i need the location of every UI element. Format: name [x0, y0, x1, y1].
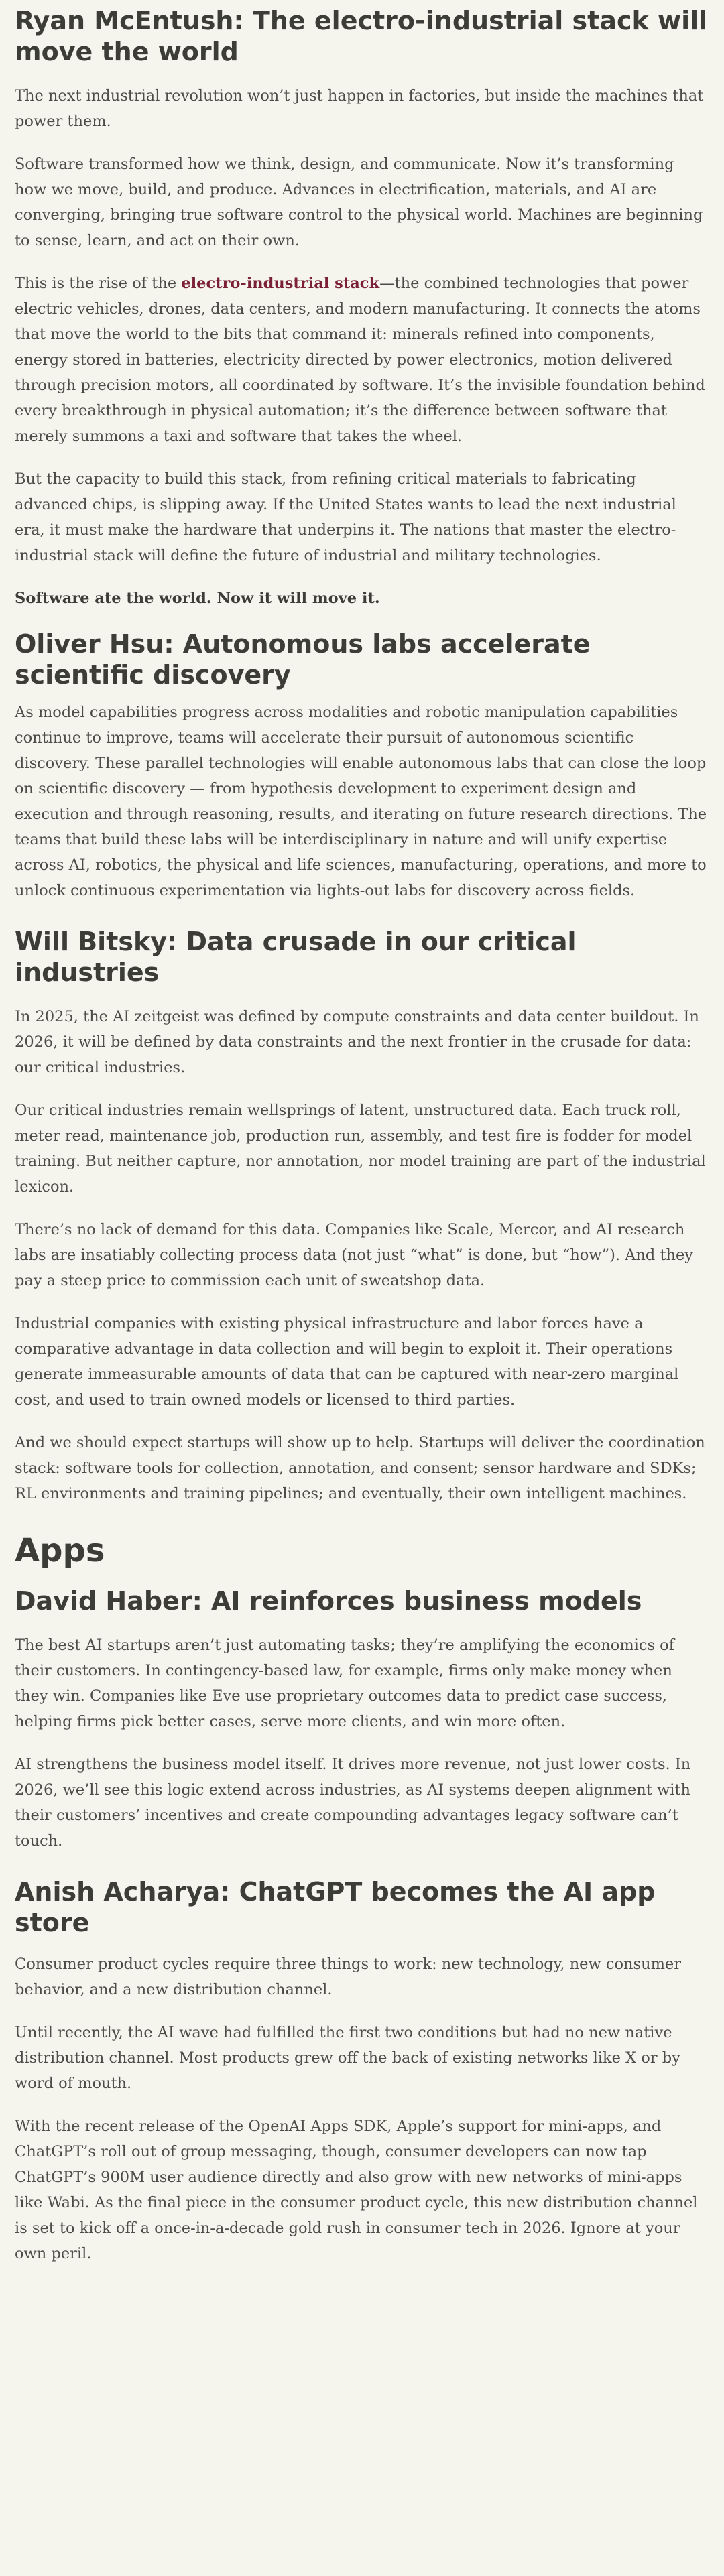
bold-statement: Software ate the world. Now it will move it. [15, 590, 380, 607]
paragraph: Software transformed how we think, design, and communicate. Now it’s transforming how we move, build, and produce. Advances in electrification, materials, and AI are converging, bringing true software control to the physical world. Machines are beginning to sense, learn, and act on their own. [15, 155, 703, 249]
paragraph: The next industrial revolution won’t just happen in factories, but inside the machines that power them. [15, 87, 704, 130]
paragraph [15, 271, 709, 449]
paragraph: But the capacity to build this stack, from refining critical materials to fabricating advanced chips, is slipping away. If the United States wants to lead the next industrial era, it must make the hardware that underpins it. The nations that master the electro-industrial stack will define the future of industrial and military technologies. [15, 470, 676, 564]
article-body [0, 5, 724, 2266]
section-heading-haber: David Haber: AI reinforces business models [15, 1586, 642, 1616]
category-heading-apps: Apps [15, 1532, 105, 1569]
paragraph: In 2025, the AI zeitgeist was defined by compute constraints and data center buildout. In 2026, it will be defined by data constraints and the next frontier in the crusade for data: our critical industries. [15, 1008, 699, 1076]
paragraph: The best AI startups aren’t just automating tasks; they’re amplifying the economics of their customers. In contingency-based law, for example, firms only make money when they win. Companies like Eve use proprietary outcomes data to predict case success, helping firms pick better cases, serve more clients, and win more often. [15, 1636, 675, 1730]
paragraph: With the recent release of the OpenAI Apps SDK, Apple’s support for mini-apps, and ChatGPT’s roll out of group messaging, though, consumer developers can now tap ChatGPT’s 900M user audience directly and also grow with new networks of mini-apps like Wabi. As the final piece in the consumer product cycle, this new distribution channel is set to kick off a once-in-a-decade gold rush in consumer tech in 2026. Ignore at your own peril. [15, 2118, 698, 2262]
section-heading-bitsky: Will Bitsky: Data crusade in our critical industries [15, 927, 577, 987]
paragraph: As model capabilities progress across modalities and robotic manipulation capabilities continue to improve, teams will accelerate their pursuit of autonomous scientific discovery. These parallel technologies will enable autonomous labs that can close the loop on scientific discovery — from hypothesis development to experiment design and execution and through reasoning, results, and iterating on future research directions. The teams that build these labs will be interdisciplinary in nature and will unify expertise across AI, robotics, the physical and life sciences, manufacturing, operations, and more to unlock continuous experimentation via lights-out labs for discovery across fields. [15, 704, 707, 899]
paragraph: And we should expect startups will show up to help. Startups will deliver the coordination stack: software tools for collection, annotation, and consent; sensor hardware and SDKs; RL environments and training pipelines; and eventually, their own intelligent machines. [15, 1434, 705, 1502]
text: —the combined technologies that power electric vehicles, drones, data centers, and modern manufacturing. It connects the atoms that move the world to the bits that command it: minerals refined into components, energy stored in batteries, electricity directed by power electronics, motion delivered through precision motors, all coordinated by software. It’s the invisible foundation behind every breakthrough in physical automation; it’s the difference between software that merely summons a taxi and software that takes the wheel. [15, 275, 705, 445]
electro-industrial-stack-link[interactable]: electro-industrial stack [181, 275, 380, 292]
paragraph: Industrial companies with existing physical infrastructure and labor forces have a comparative advantage in data collection and will begin to exploit it. Their operations generate immeasurable amounts of data that can be captured with near-zero marginal cost, and used to train owned models or licensed to third parties. [15, 1315, 679, 1409]
paragraph: Until recently, the AI wave had fulfilled the first two conditions but had no new native distribution channel. Most products grew off the back of existing networks like X or by word of mouth. [15, 2024, 680, 2092]
paragraph: There’s no lack of demand for this data. Companies like Scale, Mercor, and AI research labs are insatiably collecting process data (not just “what” is done, but “how”). And they pay a steep price to commission each unit of sweatshop data. [15, 1221, 694, 1289]
paragraph: Our critical industries remain wellsprings of latent, unstructured data. Each truck roll, meter read, maintenance job, production run, assembly, and test fire is fodder for model training. But neither capture, nor annotation, nor model training are part of the industrial lexicon. [15, 1102, 706, 1196]
text: This is the rise of the [15, 275, 182, 292]
section-heading-mcentush: Ryan McEntush: The electro-industrial stack will move the world [15, 6, 708, 66]
paragraph [15, 586, 709, 611]
paragraph: AI strengthens the business model itself. It drives more revenue, not just lower costs. In 2026, we’ll see this logic extend across industries, as AI systems deepen alignment with their customers’ incentives and create compounding advantages legacy software can’t touch. [15, 1756, 691, 1850]
section-heading-hsu: Oliver Hsu: Autonomous labs accelerate scientific discovery [15, 629, 591, 690]
section-heading-acharya: Anish Acharya: ChatGPT becomes the AI app store [15, 1877, 656, 1937]
paragraph: Consumer product cycles require three things to work: new technology, new consumer behavior, and a new distribution channel. [15, 1955, 681, 1998]
